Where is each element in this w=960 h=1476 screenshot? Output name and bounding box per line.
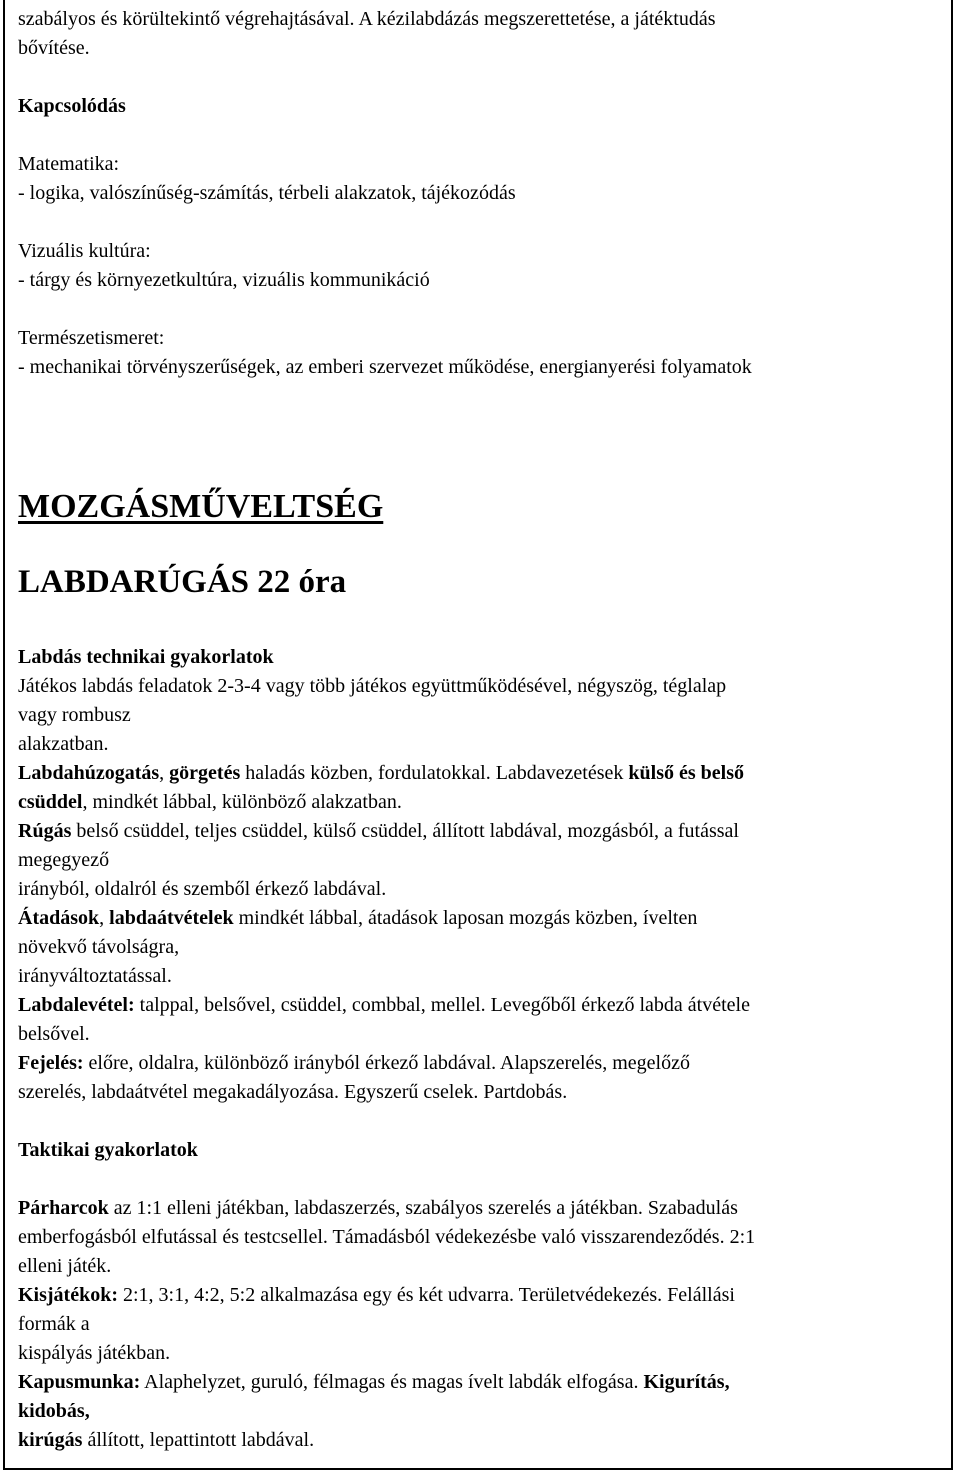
technika-p4-line1 (18, 904, 697, 933)
taktika-p2-line3: kispályás játékban. (18, 1342, 171, 1364)
term-kulso-belso: külső és belső (628, 762, 744, 784)
term-parharcok: Párharcok (18, 1197, 109, 1219)
text-run: haladás közben, fordulatokkal. Labdavezetések (240, 762, 629, 784)
term-kirugas: kirúgás (18, 1429, 83, 1451)
technika-p1-line3: alakzatban. (18, 733, 109, 755)
text-run: Alaphelyzet, guruló, félmagas és magas ívelt labdák elfogása. (140, 1371, 644, 1393)
taktika-p3-line1 (18, 1368, 730, 1397)
text-run: 2:1, 3:1, 4:2, 5:2 alkalmazása egy és két udvarra. Területvédekezés. Felállási (118, 1284, 735, 1306)
kapcsolodas-title: Kapcsolódás (18, 95, 126, 117)
term-labdahuzogatas: Labdahúzogatás (18, 762, 160, 784)
math-text: - logika, valószínűség-számítás, térbeli alakzatok, tájékozódás (18, 182, 516, 204)
text-run: állított, lepattintott labdával. (82, 1429, 315, 1451)
viz-label: Vizuális kultúra: (18, 240, 151, 262)
viz-text: - tárgy és környezetkultúra, vizuális kommunikáció (18, 269, 430, 291)
text-run: az 1:1 elleni játékban, labdaszerzés, szabályos szerelés a játékban. Szabadulás (108, 1197, 738, 1219)
technika-p6-line1 (18, 1049, 690, 1078)
term-kapusmunka: Kapusmunka: (18, 1371, 141, 1393)
term-fejeles: Fejelés: (18, 1052, 84, 1074)
term-text: - mechanikai törvényszerűségek, az emberi szervezet működése, energianyerési folyamatok (18, 356, 752, 378)
text-run: előre, oldalra, különböző irányból érkező labdával. Alapszerelés, megelőző (83, 1052, 690, 1074)
taktika-p2-line2: formák a (18, 1313, 90, 1335)
technika-p2-line1 (18, 759, 744, 788)
term-kisjatekok: Kisjátékok: (18, 1284, 118, 1306)
text-run: , (99, 907, 110, 929)
technika-p2-line2 (18, 788, 402, 817)
technika-p3-line1 (18, 817, 739, 846)
intro-line-2: bővítése. (18, 37, 90, 59)
text-run: belső csüddel, teljes csüddel, külső csüddel, állított labdával, mozgásból, a futással (71, 820, 739, 842)
heading-main: MOZGÁSMŰVELTSÉG (18, 488, 384, 525)
technika-p3-line3: irányból, oldalról és szemből érkező labdával. (18, 878, 387, 900)
text-run: talppal, belsővel, csüddel, combbal, mellel. Levegőből érkező labda átvétele (134, 994, 750, 1016)
taktika-p3-line2: kidobás, (18, 1400, 90, 1422)
technika-p1-line2: vagy rombusz (18, 704, 131, 726)
taktika-title: Taktikai gyakorlatok (18, 1139, 198, 1161)
technika-p5-line1 (18, 991, 750, 1020)
term-kiguritas: Kigurítás, (643, 1371, 730, 1393)
term-csuddel: csüddel (18, 791, 83, 813)
technika-p5-line2: belsővel. (18, 1023, 90, 1045)
term-labdaatvetelek: labdaátvételek (109, 907, 234, 929)
term-atadasok: Átadások (18, 907, 100, 929)
text-run: , mindkét lábbal, különböző alakzatban. (82, 791, 402, 813)
heading-sub: LABDARÚGÁS 22 óra (18, 564, 347, 600)
text-run: , (159, 762, 170, 784)
taktika-p1-line2: emberfogásból elfutással és testcsellel. Támadásból védekezésbe való visszarendeződés. 2:1 (18, 1226, 756, 1248)
intro-line-1: szabályos és körültekintő végrehajtásával. A kézilabdázás megszerettetése, a játéktudás (18, 8, 716, 30)
text-run: mindkét lábbal, átadások laposan mozgás közben, ívelten (233, 907, 698, 929)
term-gorgetes: görgetés (169, 762, 241, 784)
term-label: Természetismeret: (18, 327, 165, 349)
taktika-p1-line1 (18, 1194, 738, 1223)
document-page (3, 0, 953, 1470)
technika-title: Labdás technikai gyakorlatok (18, 646, 274, 668)
math-label: Matematika: (18, 153, 120, 175)
term-rugas: Rúgás (18, 820, 72, 842)
taktika-p3-line3 (18, 1426, 314, 1455)
technika-p1-line1: Játékos labdás feladatok 2-3-4 vagy több játékos együttműködésével, négyszög, téglalap (18, 675, 727, 697)
technika-p6-line2: szerelés, labdaátvétel megakadályozása. Egyszerű cselek. Partdobás. (18, 1081, 568, 1103)
term-labdalevetel: Labdalevétel: (18, 994, 135, 1016)
taktika-p2-line1 (18, 1281, 735, 1310)
taktika-p1-line3: elleni játék. (18, 1255, 112, 1277)
technika-p3-line2: megegyező (18, 849, 110, 871)
technika-p4-line2: növekvő távolságra, (18, 936, 180, 958)
technika-p4-line3: irányváltoztatással. (18, 965, 172, 987)
